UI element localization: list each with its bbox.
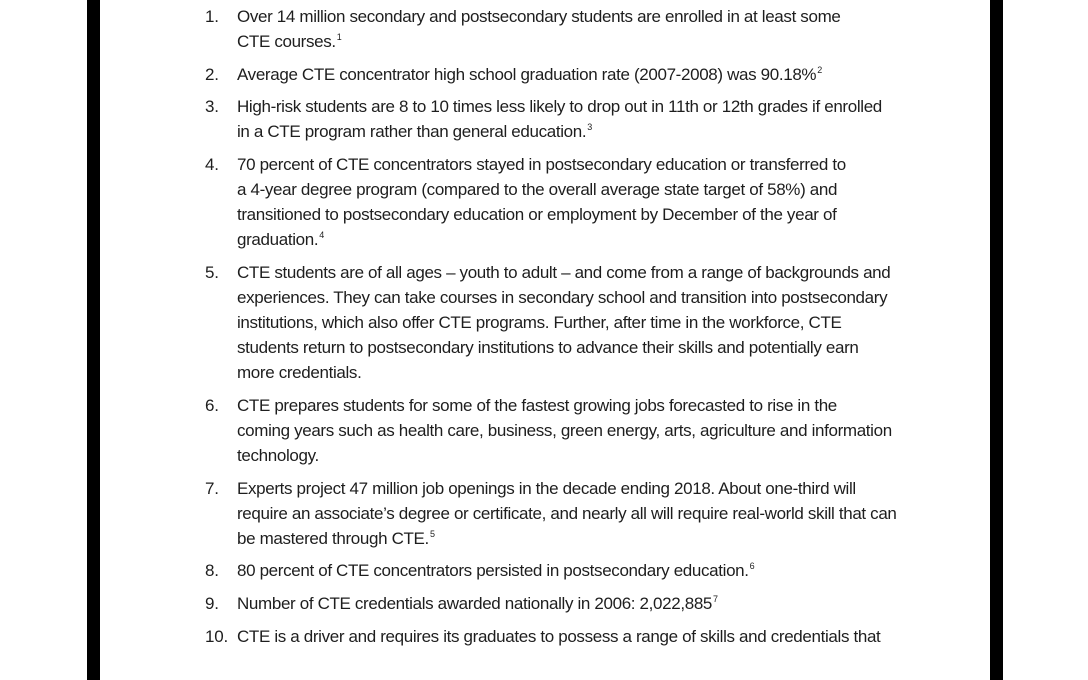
- text-line-last: [237, 227, 957, 252]
- text-line: coming years such as health care, business, green energy, arts, agriculture and information: [237, 421, 892, 440]
- item-text: [237, 591, 957, 616]
- text-line: experiences. They can take courses in secondary school and transition into postsecondary: [237, 288, 888, 307]
- footnote-marker: 3: [587, 122, 592, 132]
- item-number: 4.: [205, 155, 219, 174]
- list-item: [100, 476, 897, 551]
- text-line: Average CTE concentrator high school graduation rate (2007-2008) was 90.18%: [237, 65, 817, 84]
- text-line-last: [237, 119, 957, 144]
- text-line-last: [237, 29, 957, 54]
- item-number: 7.: [205, 479, 219, 498]
- page-frame: [87, 0, 1003, 680]
- text-line: Over 14 million secondary and postsecondary students are enrolled in at least some: [237, 7, 841, 26]
- text-line-last: [237, 558, 957, 583]
- item-number: 3.: [205, 97, 219, 116]
- text-line: Number of CTE credentials awarded nationally in 2006: 2,022,885: [237, 594, 713, 613]
- list-item: [100, 393, 892, 468]
- text-line: more credentials.: [237, 363, 362, 382]
- text-line: institutions, which also offer CTE programs. Further, after time in the workforce, CTE: [237, 313, 842, 332]
- item-text: [237, 260, 957, 385]
- footnote-marker: 1: [336, 32, 342, 42]
- text-line: in a CTE program rather than general education.: [237, 122, 587, 141]
- text-line: be mastered through CTE.: [237, 529, 429, 548]
- footnote-marker: 4: [319, 230, 324, 240]
- item-text: [237, 4, 957, 54]
- text-line: require an associate’s degree or certificate, and nearly all will require real-world skill that can: [237, 504, 897, 523]
- item-text: [237, 476, 957, 551]
- footnote-marker: 7: [713, 594, 718, 604]
- text-line: 80 percent of CTE concentrators persisted in postsecondary education.: [237, 561, 749, 580]
- item-text: [237, 152, 957, 252]
- item-number: 10.: [205, 627, 229, 646]
- text-line: technology.: [237, 446, 319, 465]
- list-item: [100, 558, 860, 583]
- item-text: [237, 94, 957, 144]
- item-text: [237, 624, 957, 649]
- list-item: [100, 152, 860, 252]
- text-line-last: [237, 591, 957, 616]
- text-line: 70 percent of CTE concentrators stayed in postsecondary education or transferred to: [237, 155, 846, 174]
- list-item: [100, 94, 882, 144]
- footnote-marker: 2: [817, 65, 822, 75]
- text-line: Experts project 47 million job openings in the decade ending 2018. About one-third will: [237, 479, 856, 498]
- footnote-marker: 6: [749, 561, 755, 571]
- text-line: transitioned to postsecondary education or employment by December of the year of: [237, 205, 837, 224]
- item-number: 5.: [205, 263, 219, 282]
- text-line: graduation.: [237, 230, 319, 249]
- text-line: CTE is a driver and requires its graduates to possess a range of skills and credentials that: [237, 627, 881, 646]
- text-line: students return to postsecondary institutions to advance their skills and potentially earn: [237, 338, 859, 357]
- item-number: 1.: [205, 7, 219, 26]
- list-item: [100, 260, 891, 385]
- text-line: CTE students are of all ages – youth to adult – and come from a range of backgrounds and: [237, 263, 891, 282]
- text-line: CTE prepares students for some of the fastest growing jobs forecasted to rise in the: [237, 396, 837, 415]
- list-item: [100, 624, 881, 649]
- item-number: 6.: [205, 396, 219, 415]
- list-item: [100, 4, 860, 54]
- text-line-last: [237, 526, 957, 551]
- text-line: a 4-year degree program (compared to the overall average state target of 58%) and: [237, 180, 838, 199]
- text-line: High-risk students are 8 to 10 times less likely to drop out in 11th or 12th grades if enrolled: [237, 97, 882, 116]
- item-text: [237, 558, 957, 583]
- footnote-marker: 5: [429, 529, 435, 539]
- item-text: [237, 393, 957, 468]
- item-text: [237, 62, 957, 87]
- item-number: 9.: [205, 594, 219, 613]
- item-number: 2.: [205, 65, 219, 84]
- list-item: [100, 62, 860, 87]
- text-line-last: [237, 62, 957, 87]
- text-line: CTE courses.: [237, 32, 336, 51]
- item-number: 8.: [205, 561, 219, 580]
- list-item: [100, 591, 860, 616]
